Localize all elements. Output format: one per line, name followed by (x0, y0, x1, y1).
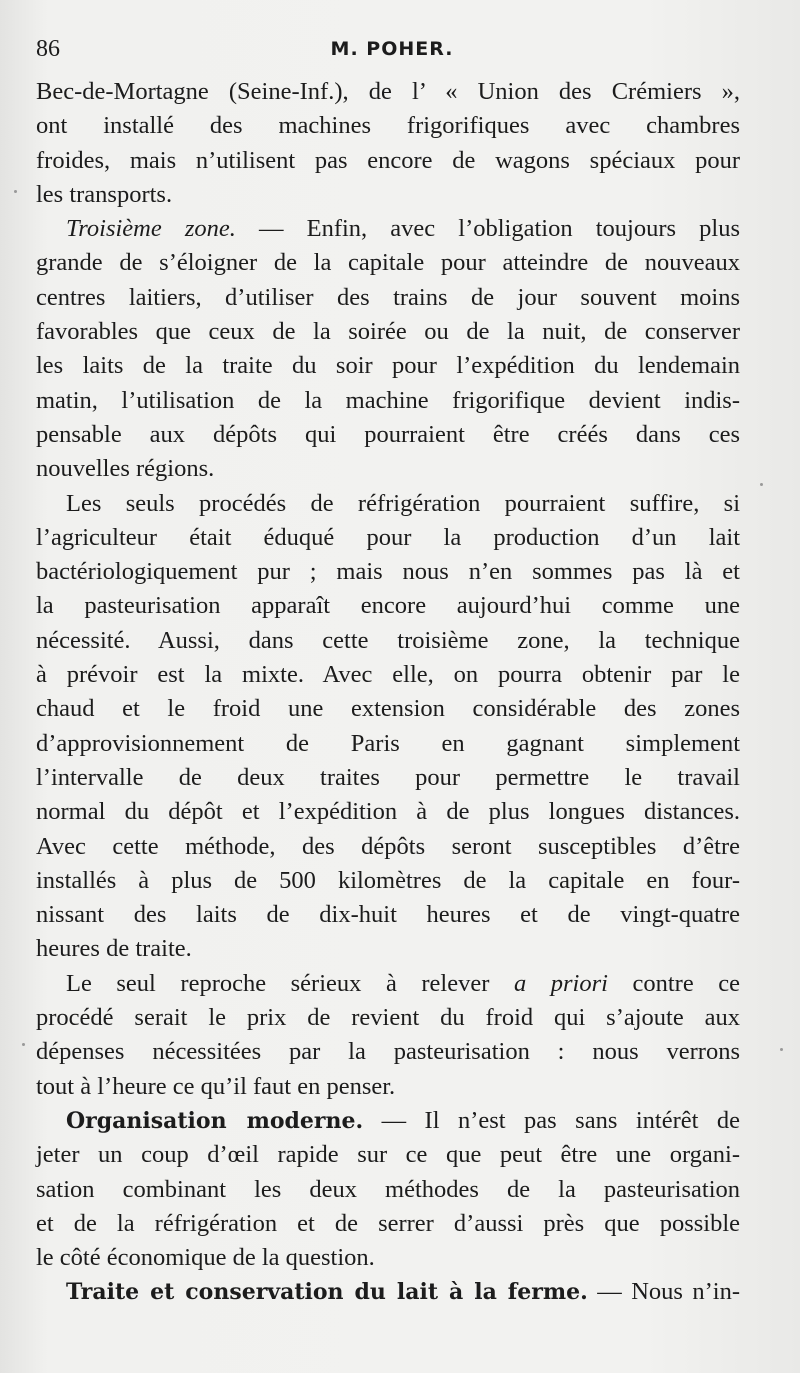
text-line: matin, l’utilisation de la machine frigorifique devient indis- (36, 386, 740, 414)
text-line: ont installé des machines frigorifiques avec chambres (36, 112, 740, 140)
text-line: Les seuls procédés de réfrigération pourraient suffire, si (66, 489, 740, 517)
paper-speck (760, 483, 763, 486)
text-line: d’approvisionnement de Paris en gagnant simplement (36, 729, 740, 757)
text-line: et de la réfrigération et de serrer d’aussi près que possible (36, 1209, 740, 1237)
text-line: sation combinant les deux méthodes de la pasteurisation (36, 1175, 740, 1203)
text-line: le côté économique de la question. (36, 1244, 375, 1272)
section-heading-bold: Organisation moderne. (66, 1107, 364, 1134)
text-line: à prévoir est la mixte. Avec elle, on pourra obtenir par le (36, 661, 740, 689)
text-line (36, 212, 740, 246)
text-fragment: — Enfin, avec l’obligation toujours plus (235, 215, 740, 243)
running-head: M. POHER. (330, 38, 454, 60)
text-line: dépenses nécessitées par la pasteurisation : nous verrons (36, 1038, 740, 1066)
page-header (36, 36, 748, 66)
text-line: grande de s’éloigner de la capitale pour atteindre de nouveaux (36, 249, 740, 277)
text-line: chaud et le froid une extension considérable des zones (36, 695, 740, 723)
text-line: l’agriculteur était éduqué pour la production d’un lait (36, 523, 740, 551)
paper-speck (22, 1043, 25, 1046)
text-line: nécessité. Aussi, dans cette troisième zone, la technique (36, 626, 740, 654)
text-line: l’intervalle de deux traites pour permettre le travail (36, 763, 740, 791)
text-line: nissant des laits de dix-huit heures et de vingt-quatre (36, 901, 740, 929)
text-line: procédé serait le prix de revient du froid qui s’ajoute aux (36, 1004, 740, 1032)
text-line: nouvelles régions. (36, 455, 215, 483)
text-line: heures de traite. (36, 935, 192, 963)
text-line: les laits de la traite du soir pour l’expédition du lendemain (36, 352, 740, 380)
text-line: installés à plus de 500 kilomètres de la capitale en four- (36, 866, 740, 894)
text-line: centres laitiers, d’utiliser des trains de jour souvent moins (36, 283, 740, 311)
text-fragment: contre ce (607, 969, 741, 997)
text-line: froides, mais n’utilisent pas encore de wagons spéciaux pour (36, 146, 740, 174)
text-fragment: Le seul reproche sérieux à relever (66, 969, 514, 997)
italic-phrase: a priori (513, 969, 608, 997)
text-fragment: — Il n’est pas sans intérêt de (363, 1106, 740, 1134)
text-line (36, 1104, 740, 1138)
body-text (36, 75, 740, 1310)
text-line: tout à l’heure ce qu’il faut en penser. (36, 1072, 396, 1100)
text-line: les transports. (36, 180, 173, 208)
text-line: favorables que ceux de la soirée ou de la nuit, de conserver (36, 318, 740, 346)
section-heading-italic: Troisième zone. (66, 215, 236, 243)
section-heading-bold: Traite et conservation du lait à la ferme. (66, 1279, 588, 1306)
text-line (36, 967, 740, 1001)
text-line: jeter un coup d’œil rapide sur ce que peut être une organi- (36, 1141, 740, 1169)
paper-speck (780, 1048, 783, 1051)
page-number: 86 (36, 36, 60, 62)
paper-speck (14, 190, 17, 193)
text-line: Avec cette méthode, des dépôts seront susceptibles d’être (36, 832, 740, 860)
text-line (36, 1275, 740, 1309)
text-line: normal du dépôt et l’expédition à de plus longues distances. (36, 798, 740, 826)
text-line: Bec-de-Mortagne (Seine-Inf.), de l’ « Union des Crémiers », (36, 78, 740, 105)
text-line: bactériologiquement pur ; mais nous n’en sommes pas là et (36, 558, 740, 586)
text-line: la pasteurisation apparaît encore aujourd’hui comme une (36, 592, 740, 620)
text-line: pensable aux dépôts qui pourraient être créés dans ces (36, 420, 740, 448)
text-fragment: — Nous n’in- (587, 1278, 740, 1306)
